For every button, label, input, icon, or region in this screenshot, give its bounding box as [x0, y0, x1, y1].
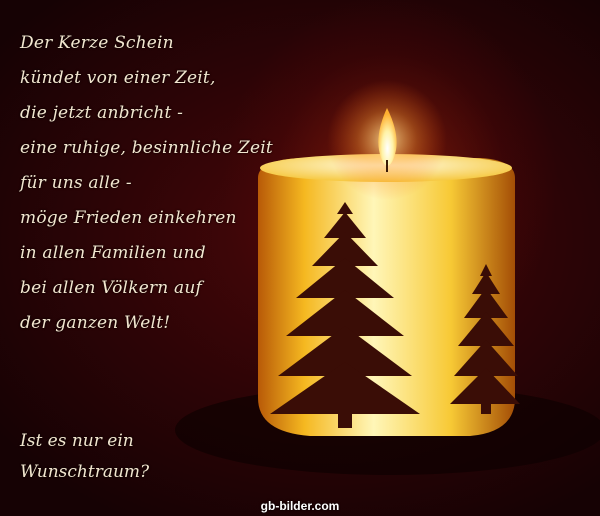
poem-line: eine ruhige, besinnliche Zeit [20, 138, 273, 158]
poem-text [20, 26, 273, 341]
question-line: Wunschtraum? [20, 462, 150, 482]
site-watermark: gb-bilder.com [260, 499, 340, 513]
poem-line: Der Kerze Schein [20, 33, 174, 53]
poem-line: in allen Familien und [20, 243, 206, 263]
poem-line: die jetzt anbricht - [20, 103, 184, 123]
poem-line: der ganzen Welt! [20, 313, 171, 333]
poem-line: bei allen Völkern auf [20, 278, 203, 298]
question-line: Ist es nur ein [20, 431, 134, 451]
poem-line: kündet von einer Zeit, [20, 68, 216, 88]
question-text [20, 426, 149, 488]
poem-line: möge Frieden einkehren [20, 208, 237, 228]
poem-line: für uns alle - [20, 173, 132, 193]
